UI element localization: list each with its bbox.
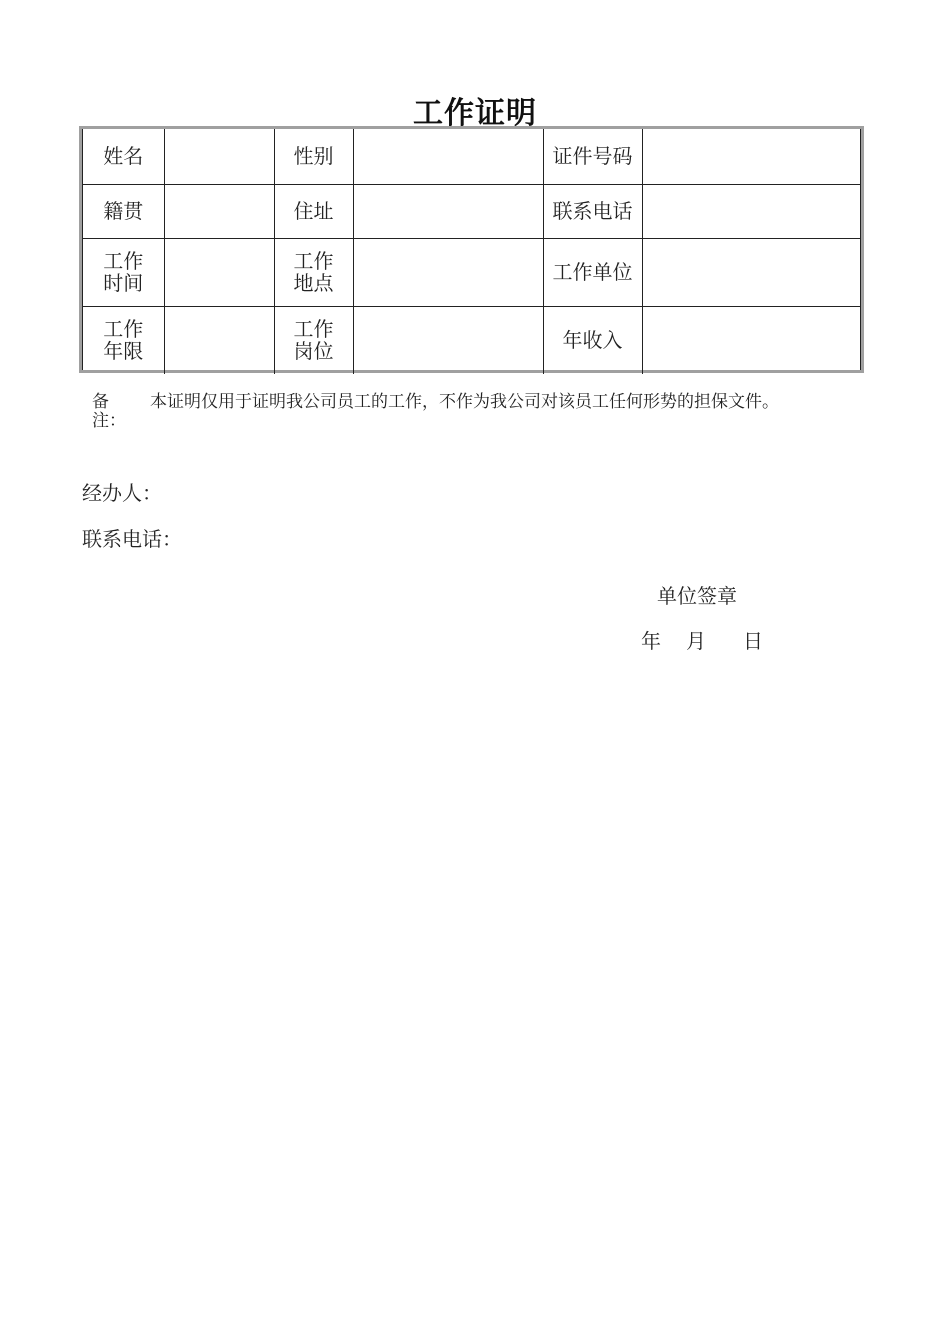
label-address: 住址 <box>274 184 353 238</box>
native-place-field[interactable] <box>164 184 274 238</box>
label-contact-phone: 联系电话 <box>543 184 642 238</box>
annual-income-field[interactable] <box>642 306 860 374</box>
remark-prefix: 备注： <box>92 392 126 431</box>
name-field[interactable] <box>164 129 274 184</box>
label-native-place: 籍贯 <box>83 184 164 238</box>
phone-label: 联系电话： <box>82 527 182 551</box>
label-work-location-line1: 工作 <box>293 249 334 273</box>
label-work-time-line1: 工作 <box>103 249 144 273</box>
work-time-field[interactable] <box>164 238 274 306</box>
label-work-location <box>274 238 353 306</box>
table-row <box>83 306 860 374</box>
label-name: 姓名 <box>83 129 164 184</box>
label-id-number: 证件号码 <box>543 129 642 184</box>
employer-field[interactable] <box>642 238 860 306</box>
label-work-years-line2: 年限 <box>103 339 144 364</box>
label-position <box>274 306 353 374</box>
label-position-line1: 工作 <box>293 317 334 342</box>
label-work-time-line2: 时间 <box>103 271 144 295</box>
address-field[interactable] <box>353 184 543 238</box>
label-work-years-line1: 工作 <box>103 317 144 342</box>
date-day: 日 <box>743 629 763 653</box>
table-row <box>83 184 860 238</box>
remark-text: 本证明仅用于证明我公司员工的工作，不作为我公司对该员工任何形势的担保文件。 <box>150 392 779 412</box>
date-year: 年 <box>641 629 661 653</box>
company-stamp-label: 单位签章 <box>657 584 737 608</box>
handler-label: 经办人： <box>82 481 162 505</box>
table-row <box>83 238 860 306</box>
contact-phone-field[interactable] <box>642 184 860 238</box>
label-gender: 性别 <box>274 129 353 184</box>
document-title: 工作证明 <box>413 96 537 131</box>
table-row <box>83 129 860 184</box>
label-work-years <box>83 306 164 374</box>
certificate-form-table <box>79 126 864 373</box>
label-position-line2: 岗位 <box>293 339 334 364</box>
position-field[interactable] <box>353 306 543 374</box>
date-month: 月 <box>686 629 706 653</box>
id-number-field[interactable] <box>642 129 860 184</box>
work-location-field[interactable] <box>353 238 543 306</box>
label-annual-income: 年收入 <box>543 306 642 374</box>
label-work-location-line2: 地点 <box>293 271 334 295</box>
label-employer: 工作单位 <box>543 238 642 306</box>
gender-field[interactable] <box>353 129 543 184</box>
work-years-field[interactable] <box>164 306 274 374</box>
label-work-time <box>83 238 164 306</box>
